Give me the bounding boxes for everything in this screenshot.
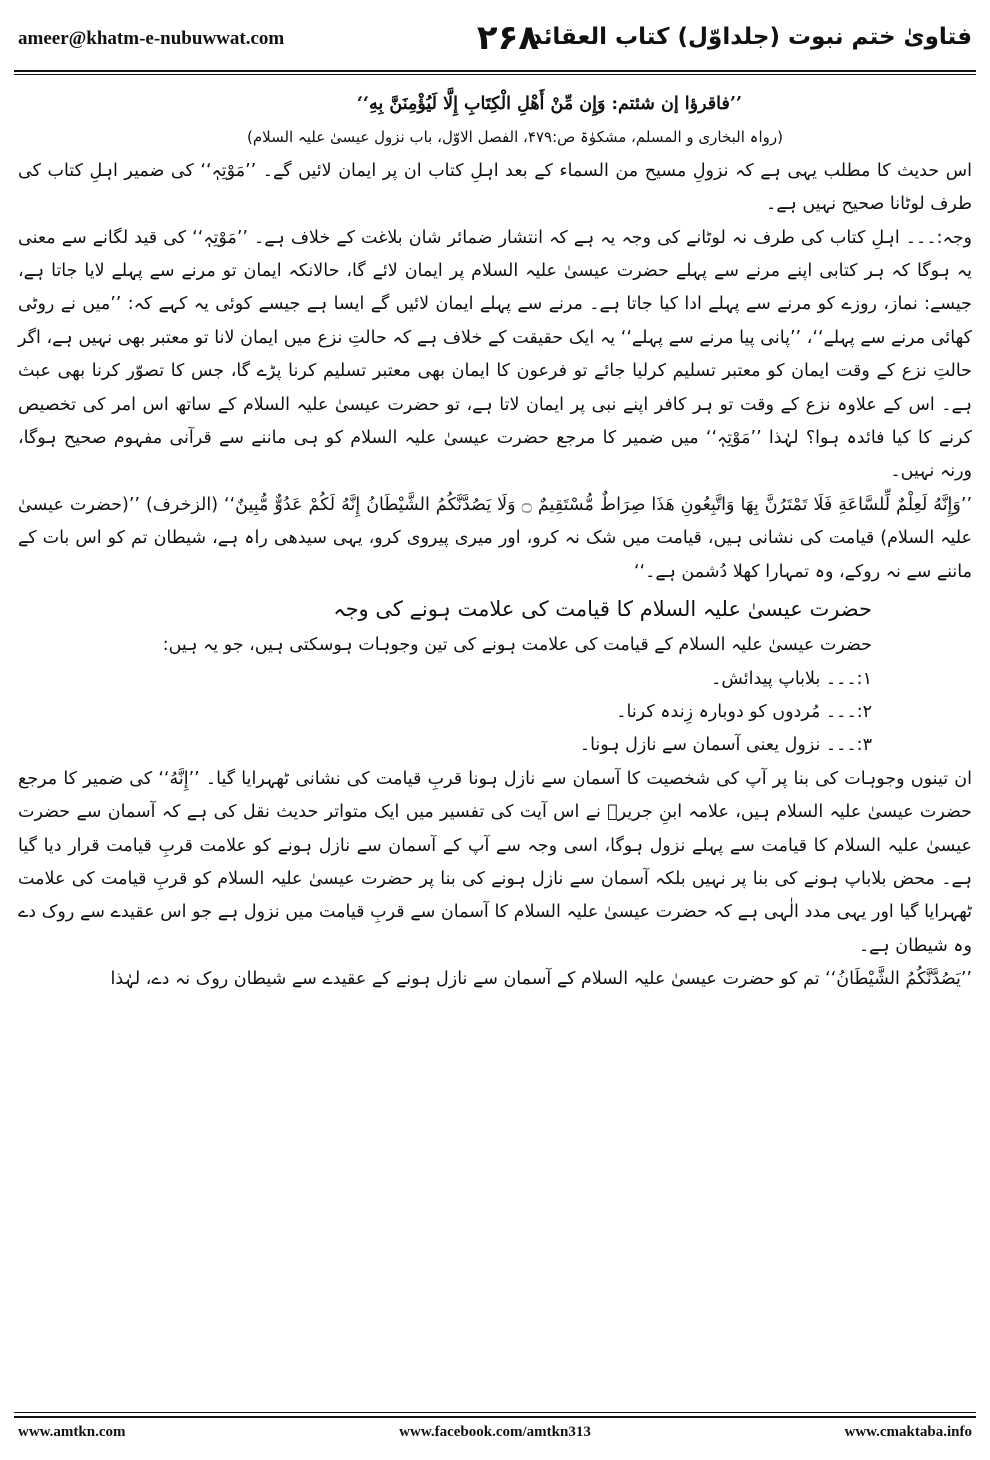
page-number: ۲۶۸ [476, 18, 540, 58]
closing-paragraph-2: ’’يَصُدَّنَّكُمُ الشَّيْطَانُ‘‘ تم کو حضرت عیسیٰ علیہ السلام کے آسمان سے نازل ہونے کے عقیدے سے شیطان روک نہ دے، لہٰذا [110, 969, 972, 990]
page-footer [18, 1424, 972, 1448]
paragraph-2: وجہ:۔۔۔ اہلِ کتاب کی طرف نہ لوٹانے کی وجہ یہ ہے کہ انتشار ضمائر شان بلاغت کے خلاف ہے۔ ’’مَوْتِہٖ‘‘ کی قید لگانے سے معنی یہ ہوگا کہ ہر کتابی اپنے مرنے سے پہلے حضرت عیسیٰ علیہ السلام پر ایمان لائے گا، حالانکہ ایمان تو مرنے سے پہلے لایا جاتا ہے، جیسے: نماز، روزے کو مرنے سے پہلے ادا کیا جاتا ہے۔ مرنے سے پہلے ایمان لائیں گے ایسا ہے جیسے کوئی یہ کہے کہ: ’’میں نے روٹی کھائی مرنے سے پہلے‘‘، ’’پانی پیا مرنے سے پہلے‘‘ یہ ایک حقیقت کے خلاف ہے کہ حالتِ نزع میں ایمان لانا تو معتبر بھی نہیں ہے، اگر حالتِ نزع کے وقت ایمان کو معتبر تسلیم کرلیا جائے تو فرعون کا ایمان بھی معتبر تسلیم کرنا پڑے گا، جس کا تصوّر کرنا بھی عبث ہے۔ اس کے علاوہ نزع کے وقت تو ہر کافر اپنے نبی پر ایمان لاتا ہے، تو حضرت عیسیٰ علیہ السلام کے ساتھ اس امر کی تخصیص کرنے کا کیا فائدہ ہوا؟ لہٰذا ’’مَوْتِہٖ‘‘ میں ضمیر کا مرجع حضرت عیسیٰ علیہ السلام کو ہی ماننے سے قرآنی مفہوم صحیح ہوگا، ورنہ نہیں۔ [18, 227, 972, 482]
closing-paragraph-1: ان تینوں وجوہات کی بنا پر آپ کی شخصیت کا آسمان سے نازل ہونا قربِ قیامت کی نشانی ٹھہرایا گیا۔ ’’إِنَّهُ‘‘ کی ضمیر کا مرجع حضرت عیسیٰ علیہ السلام ہیں، علامہ ابنِ جریرؒ نے اس آیت کی تفسیر میں ایک متواتر حدیث نقل کی ہے کہ آسمان سے حضرت عیسیٰ علیہ السلام کا قیامت سے پہلے نزول ہوگا، اسی وجہ سے آپ کے آسمان سے نازل ہونے کو علامت قربِ قیامت قرار دیا گیا ہے۔ محض بلاباپ ہونے کی بنا پر نہیں بلکہ آسمان سے نازل ہونے کی بنا پر حضرت عیسیٰ علیہ السلام کو قربِ قیامت کی علامت ٹھہرایا گیا اور یہی مدد الٰہی ہے کہ حضرت عیسیٰ علیہ السلام کا آسمان سے قربِ قیامت میں نزول ہے جو اس عقیدے سے روک دے وہ شیطان ہے۔ [18, 768, 972, 956]
header-divider-thin [14, 74, 976, 75]
page-header [18, 18, 972, 70]
footer-link-cmaktaba[interactable]: www.cmaktaba.info [844, 1424, 972, 1440]
header-email: ameer@khatm-e-nubuwwat.com [18, 28, 285, 49]
page-body [18, 88, 972, 997]
book-title: فتاویٰ ختم نبوت (جلداوّل) کتاب العقائد [530, 24, 972, 50]
footer-divider [14, 1416, 976, 1418]
footer-link-amtkn[interactable]: www.amtkn.com [18, 1424, 126, 1440]
section-heading: حضرت عیسیٰ علیہ السلام کا قیامت کی علامت ہونے کی وجہ [333, 597, 872, 622]
hadith-reference: (رواہ البخاری و المسلم، مشکوٰۃ ص:۴۷۹، الفصل الاوّل، باب نزول عیسیٰ علیہ السلام) [247, 128, 783, 147]
paragraph-1: اس حدیث کا مطلب یہی ہے کہ نزولِ مسیح من السماء کے بعد اہلِ کتاب ان پر ایمان لائیں گے۔ ’’مَوْتِہٖ‘‘ کی ضمیر اہلِ کتاب کی طرف لوٹانا صحیح نہیں ہے۔ [18, 160, 972, 215]
list-item-2: ۲:۔۔۔ مُردوں کو دوبارہ زِندہ کرنا۔ [616, 701, 872, 722]
list-item-3: ۳:۔۔۔ نزول یعنی آسمان سے نازل ہونا۔ [579, 735, 872, 756]
list-item-1: ۱:۔۔۔ بلاباپ پیدائش۔ [711, 668, 872, 689]
hadith-quote: ’’فاقرؤا إن شئتم: وَإِن مِّنْ أَهْلِ الْكِتَابِ إِلَّا لَيُؤْمِنَنَّ بِهِ‘‘ [356, 94, 742, 114]
section-intro: حضرت عیسیٰ علیہ السلام کے قیامت کی علامت ہونے کی تین وجوہات ہوسکتی ہیں، جو یہ ہیں: [162, 635, 872, 656]
header-divider [14, 70, 976, 72]
paragraph-3: ’’وَإِنَّهُ لَعِلْمٌ لِّلسَّاعَةِ فَلَا تَمْتَرُنَّ بِهَا وَاتَّبِعُونِ هَذَا صِرَاطٌ مُّسْتَقِيمٌ ۝ وَلَا يَصُدَّنَّكُمُ الشَّيْطَانُ إِنَّهُ لَكُمْ عَدُوٌّ مُّبِينٌ‘‘ (الزخرف) ’’(حضرت عیسیٰ علیہ السلام) قیامت کی نشانی ہیں، قیامت میں شک نہ کرو، اور میری پیروی کرو، یہی سیدھی راہ ہے، شیطان تم کو اس بات کے ماننے سے نہ روکے، وہ تمہارا کھلا دُشمن ہے۔‘‘ [18, 494, 973, 582]
footer-divider-thin [14, 1412, 976, 1413]
footer-link-facebook[interactable]: www.facebook.com/amtkn313 [399, 1424, 591, 1440]
